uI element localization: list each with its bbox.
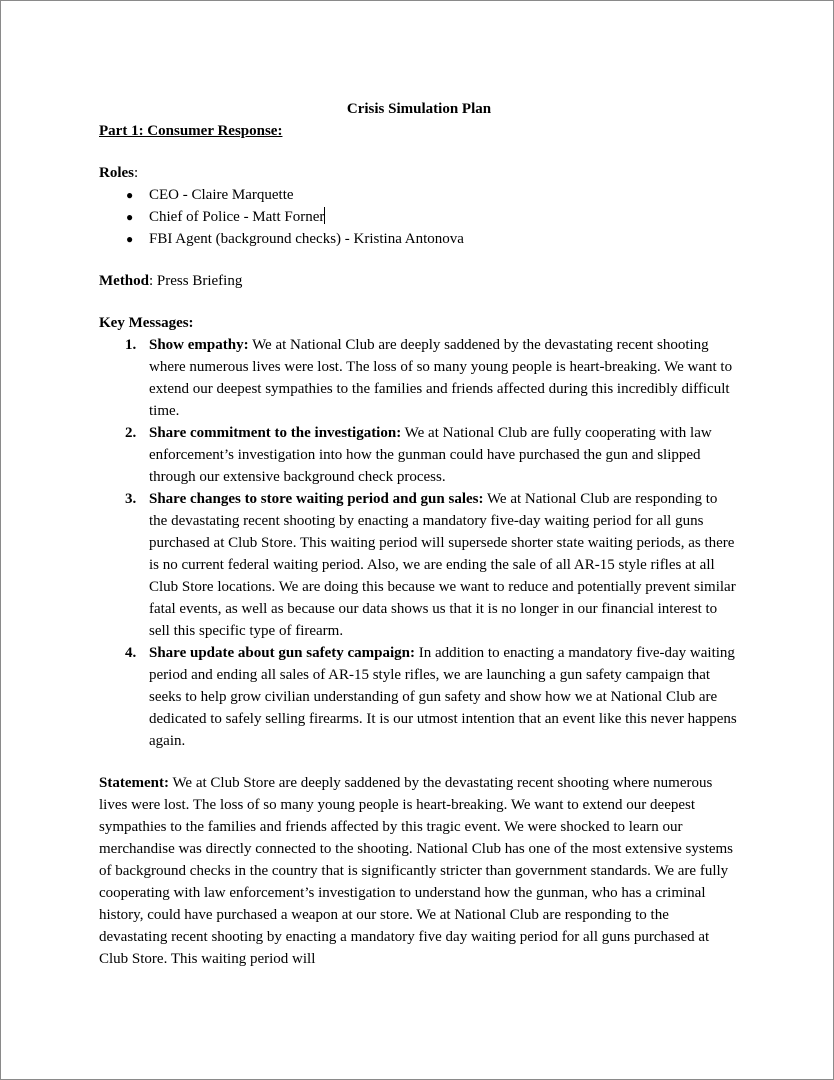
item-number: 3. (125, 491, 137, 507)
roles-list (99, 184, 739, 250)
key-message-text: In addition to enacting a mandatory five-day waiting period and ending all sales of AR-15 style rifles, we are launching a gun safety campaign that seeks to help grow civilian understanding of gun safety and show how we at National Club are dedicated to safely selling firearms. It is our utmost intention that an event like this never happens again. (149, 645, 737, 749)
role-text: FBI Agent (background checks) - Kristina Antonova (149, 231, 464, 247)
roles-label: Roles (99, 165, 134, 181)
blank-line (99, 292, 739, 312)
bullet-icon: ● (126, 210, 134, 224)
key-message-item (99, 334, 739, 422)
key-messages-list (99, 334, 739, 752)
key-message-text: We at National Club are fully cooperating with law enforcement’s investigation into how the gunman could have purchased the gun and slipped through our extensive background check process. (149, 425, 712, 485)
role-item (99, 206, 739, 228)
part-heading: Part 1: Consumer Response: (99, 123, 283, 139)
item-number: 1. (125, 337, 137, 353)
blank-line (99, 752, 739, 772)
blank-line (99, 142, 739, 162)
statement-label: Statement: (99, 775, 169, 791)
statement-text: We at Club Store are deeply saddened by the devastating recent shooting where numerous lives were lost. The loss of so many young people is heart-breaking. We want to extend our deepest sympathies to the families and friends affected by this tragic event. We were shocked to learn our merchandise was directly connected to the shooting. National Club has one of the most extensive systems of background checks in the country that is significantly stricter than government standards. We are fully cooperating with law enforcement’s investigation to understand how the gunman, who has a criminal history, could have purchased a weapon at our store. We at National Club are responding to the devastating recent shooting by enacting a mandatory five day waiting period for all guns purchased at Club Store. This waiting period will (99, 775, 734, 967)
document-body[interactable] (99, 98, 739, 970)
key-message-text: We at National Club are deeply saddened by the devastating recent shooting where numerous lives were lost. The loss of so many young people is heart-breaking. We want to extend our deepest sympathies to the families and friends affected during this incredibly difficult time. (149, 337, 733, 419)
key-message-heading: Show empathy: (149, 337, 249, 353)
key-message-item (99, 422, 739, 488)
key-message-heading: Share changes to store waiting period and gun sales: (149, 491, 484, 507)
method-value: : Press Briefing (149, 273, 243, 289)
key-message-text: We at National Club are responding to the devastating recent shooting by enacting a mandatory five-day waiting period for all guns purchased at Club Store. This waiting period will supersede shorter state waiting periods, as there is no current federal waiting period. Also, we are ending the sale of all AR-15 style rifles at all Club Store locations. We are doing this because we want to reduce and potentially prevent similar fatal events, as well as because our data shows us that it is no longer in our financial interest to sell this specific type of firearm. (149, 491, 736, 639)
key-message-item (99, 488, 739, 642)
role-item (99, 184, 739, 206)
roles-label-line (99, 162, 739, 184)
key-message-heading: Share update about gun safety campaign: (149, 645, 416, 661)
roles-colon: : (134, 165, 139, 181)
key-messages-label: Key Messages: (99, 315, 194, 331)
item-number: 4. (125, 645, 137, 661)
method-line (99, 270, 739, 292)
bullet-icon: ● (126, 232, 134, 246)
item-number: 2. (125, 425, 137, 441)
key-message-item (99, 642, 739, 752)
text-cursor (324, 207, 325, 224)
document-title: Crisis Simulation Plan (346, 101, 492, 117)
method-label: Method (99, 273, 149, 289)
bullet-icon: ● (126, 188, 134, 202)
key-message-heading: Share commitment to the investigation: (149, 425, 402, 441)
statement-paragraph (99, 772, 739, 970)
role-text: Chief of Police - Matt Forner (149, 209, 325, 225)
blank-line (99, 250, 739, 270)
role-text: CEO - Claire Marquette (149, 187, 294, 203)
role-item (99, 228, 739, 250)
